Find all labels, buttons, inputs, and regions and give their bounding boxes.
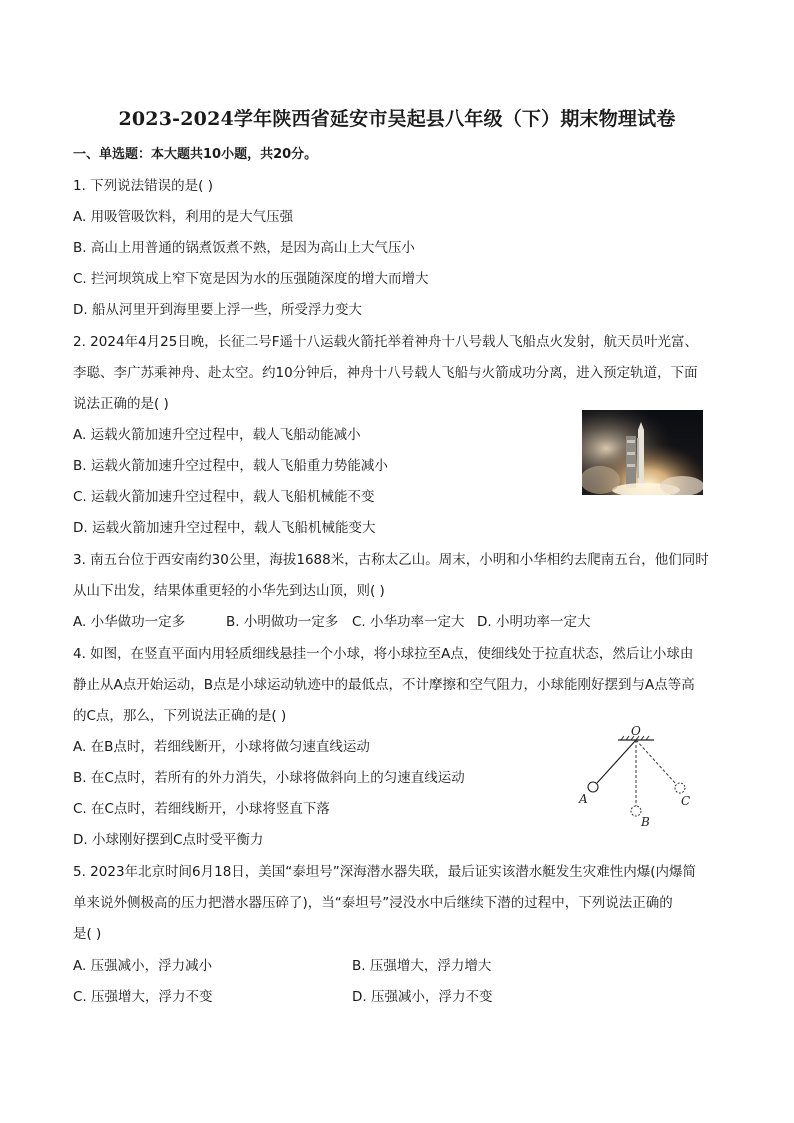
q4-option-a: A. 在B点时，若细线断开，小球将做匀速直线运动	[73, 739, 370, 755]
q3-option-b: B. 小明做功一定多	[226, 614, 339, 630]
q4-option-d: D. 小球刚好摆到C点时受平衡力	[73, 832, 264, 848]
q3-option-c: C. 小华功率一定大	[352, 614, 465, 630]
point-c-label: C	[681, 794, 691, 808]
rocket-launch-photo	[582, 410, 703, 495]
q3-stem-line1: 3. 南五台位于西安南约30公里，海拔1688米，古称太乙山。周末，小明和小华相约去爬南五台，他们同时	[73, 552, 709, 568]
q2-option-c: C. 运载火箭加速升空过程中，载人飞船机械能不变	[73, 489, 375, 505]
q5-option-d: D. 压强减小，浮力不变	[352, 989, 493, 1005]
q2-stem-line2: 李聪、李广苏乘神舟、赴太空。约10分钟后，神舟十八号载人飞船与火箭成功分离，进入预定轨道，下面	[73, 365, 698, 381]
q4-stem-line3: 的C点，那么，下列说法正确的是( )	[73, 708, 287, 724]
q2-option-b: B. 运载火箭加速升空过程中，载人飞船重力势能减小	[73, 458, 388, 474]
pendulum-diagram	[574, 724, 704, 834]
exam-title: 2023-2024学年陕西省延安市吴起县八年级（下）期末物理试卷	[118, 108, 676, 130]
q4-stem-line2: 静止从A点开始运动，B点是小球运动轨迹中的最低点，不计摩擦和空气阻力，小球能刚好摆到与A点等高	[73, 677, 695, 693]
section-heading: 一、单选题：本大题共10小题，共20分。	[73, 147, 318, 162]
q2-stem-line3: 说法正确的是( )	[73, 396, 169, 412]
q5-option-c: C. 压强增大，浮力不变	[73, 989, 213, 1005]
q3-stem-line2: 从山下出发，结果体重更轻的小华先到达山顶，则( )	[73, 583, 385, 599]
point-a-label: A	[579, 792, 588, 806]
q1-option-a: A. 用吸管吸饮料，利用的是大气压强	[73, 209, 294, 225]
q5-option-a: A. 压强减小，浮力减小	[73, 958, 213, 974]
q4-option-c: C. 在C点时，若细线断开，小球将竖直下落	[73, 801, 330, 817]
q5-stem-line1: 5. 2023年北京时间6月18日，美国“泰坦号”深海潜水器失联，最后证实该潜水艇发生灾难性内爆(内爆简	[73, 864, 697, 880]
q2-option-a: A. 运载火箭加速升空过程中，载人飞船动能减小	[73, 427, 361, 443]
q1-stem: 1. 下列说法错误的是( )	[73, 178, 213, 194]
q4-option-b: B. 在C点时，若所有的外力消失，小球将做斜向上的匀速直线运动	[73, 770, 465, 786]
q5-option-b: B. 压强增大，浮力增大	[352, 958, 492, 974]
q3-option-d: D. 小明功率一定大	[477, 614, 591, 630]
point-o-label: O	[631, 724, 641, 738]
q5-stem-line2: 单来说外侧极高的压力把潜水器压碎了)，当“泰坦号”浸没水中后继续下潜的过程中，下列说法正确的	[73, 895, 673, 911]
q2-stem-line1: 2. 2024年4月25日晚，长征二号F遥十八运载火箭托举着神舟十八号载人飞船点火发射，航天员叶光富、	[73, 334, 699, 350]
q5-stem-line3: 是( )	[73, 926, 102, 942]
q1-option-d: D. 船从河里开到海里要上浮一些，所受浮力变大	[73, 302, 362, 318]
q1-option-c: C. 拦河坝筑成上窄下宽是因为水的压强随深度的增大而增大	[73, 271, 429, 287]
q1-option-b: B. 高山上用普通的锅煮饭煮不熟，是因为高山上大气压小	[73, 240, 415, 256]
q4-stem-line1: 4. 如图，在竖直平面内用轻质细线悬挂一个小球，将小球拉至A点，使细线处于拉直状态，然后让小球由	[73, 646, 694, 662]
q2-option-d: D. 运载火箭加速升空过程中，载人飞船机械能变大	[73, 520, 376, 536]
point-b-label: B	[641, 815, 650, 829]
q3-option-a: A. 小华做功一定多	[73, 614, 186, 630]
